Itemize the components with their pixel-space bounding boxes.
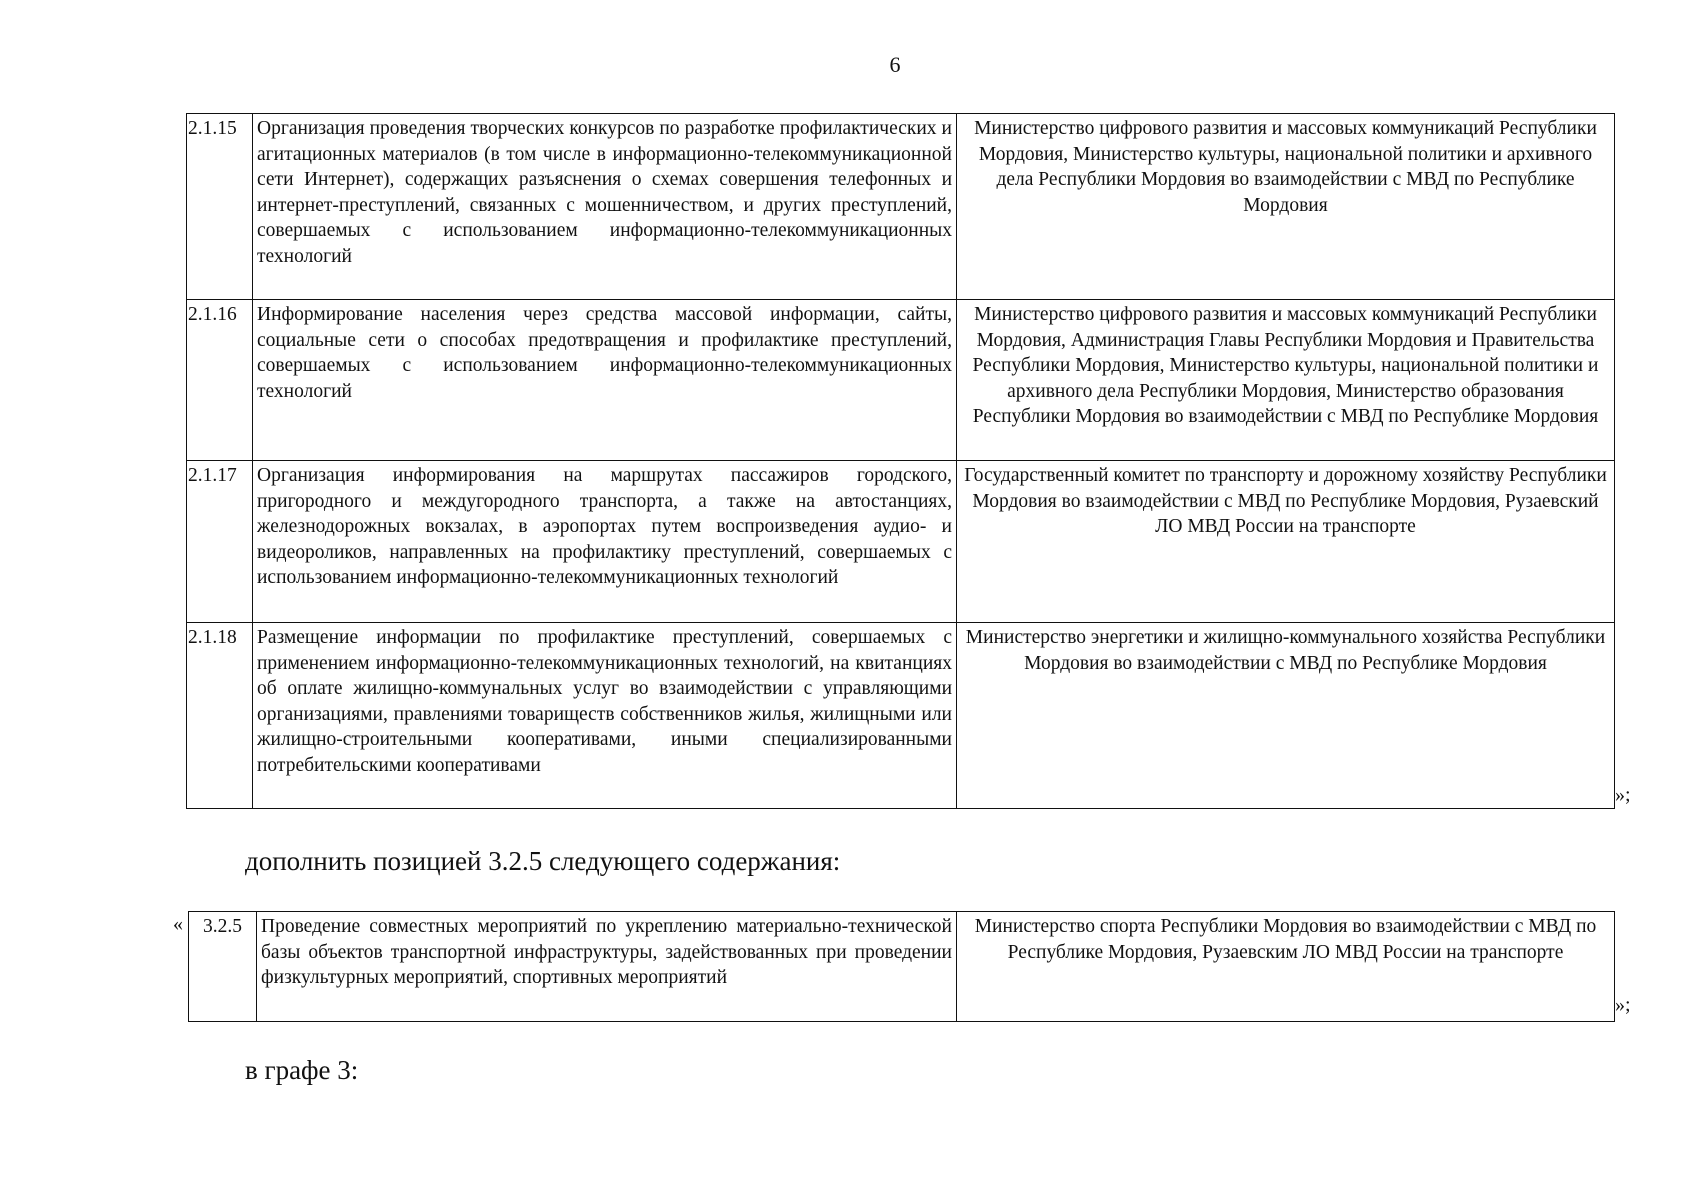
row-number: 3.2.5 (189, 912, 257, 1022)
closing-quote: »; (1615, 994, 1631, 1016)
table-row (187, 623, 1615, 809)
page-number: 6 (889, 52, 901, 77)
addition-table (188, 911, 1615, 1022)
closing-quote: »; (1615, 784, 1631, 806)
row-number: 2.1.16 (187, 300, 253, 461)
responsible-party: Государственный комитет по транспорту и дорожному хозяйству Республики Мордовия во взаимодействии с МВД по Республике Мордовия, Рузаевский ЛО МВД России на транспорте (957, 461, 1615, 623)
responsible-party: Министерство цифрового развития и массовых коммуникаций Республики Мордовия, Администрация Главы Республики Мордовия и Правительства Республики Мордовия, Министерство культуры, национальной политики и архивного дела Республики Мордовия, Министерство образования Республики Мордовия во взаимодействии с МВД по Республике Мордовия (957, 300, 1615, 461)
measure-description: Проведение совместных мероприятий по укреплению материально-технической базы объектов транспортной инфраструктуры, задействованных при проведении физкультурных мероприятий, спортивных мероприятий (257, 912, 957, 1022)
table-row (189, 912, 1615, 1022)
opening-quote: « (173, 913, 183, 935)
responsible-party: Министерство цифрового развития и массовых коммуникаций Республики Мордовия, Министерство культуры, национальной политики и архивного дела Республики Мордовия во взаимодействии с МВД по Республике Мордовия (957, 114, 1615, 300)
measure-description: Организация проведения творческих конкурсов по разработке профилактических и агитационных материалов (в том числе в информационно-телекоммуникационной сети Интернет), содержащих разъяснения о схемах совершения телефонных и интернет-преступлений, связанных с мошенничеством, и других преступлений, совершаемых с использованием информационно-телекоммуникационных технологий (253, 114, 957, 300)
responsible-party: Министерство спорта Республики Мордовия во взаимодействии с МВД по Республике Мордовия, Рузаевским ЛО МВД России на транспорте (957, 912, 1615, 1022)
row-number: 2.1.18 (187, 623, 253, 809)
measure-description: Организация информирования на маршрутах пассажиров городского, пригородного и междугородного транспорта, а также на автостанциях, железнодорожных вокзалах, в аэропортах путем воспроизведения аудио- и видеороликов, направленных на профилактику преступлений, совершаемых с использованием информационно-телекоммуникационных технологий (253, 461, 957, 623)
row-number: 2.1.15 (187, 114, 253, 300)
table-row (187, 461, 1615, 623)
row-number: 2.1.17 (187, 461, 253, 623)
measure-description: Размещение информации по профилактике преступлений, совершаемых с применением информационно-телекоммуникационных технологий, на квитанциях об оплате жилищно-коммунальных услуг во взаимодействии с управляющими организациями, правлениями товариществ собственников жилья, жилищными или жилищно-строительными кооперативами, иными специализированными потребительскими кооперативами (253, 623, 957, 809)
measures-table (186, 113, 1615, 809)
table-row (187, 114, 1615, 300)
paragraph-column-3: в графе 3: (245, 1055, 359, 1085)
paragraph-add-position: дополнить позицией 3.2.5 следующего содержания: (245, 846, 841, 876)
measure-description: Информирование населения через средства массовой информации, сайты, социальные сети о способах предотвращения и профилактике преступлений, совершаемых с использованием информационно-телекоммуникационных технологий (253, 300, 957, 461)
responsible-party: Министерство энергетики и жилищно-коммунального хозяйства Республики Мордовия во взаимодействии с МВД по Республике Мордовия (957, 623, 1615, 809)
table-row (187, 300, 1615, 461)
